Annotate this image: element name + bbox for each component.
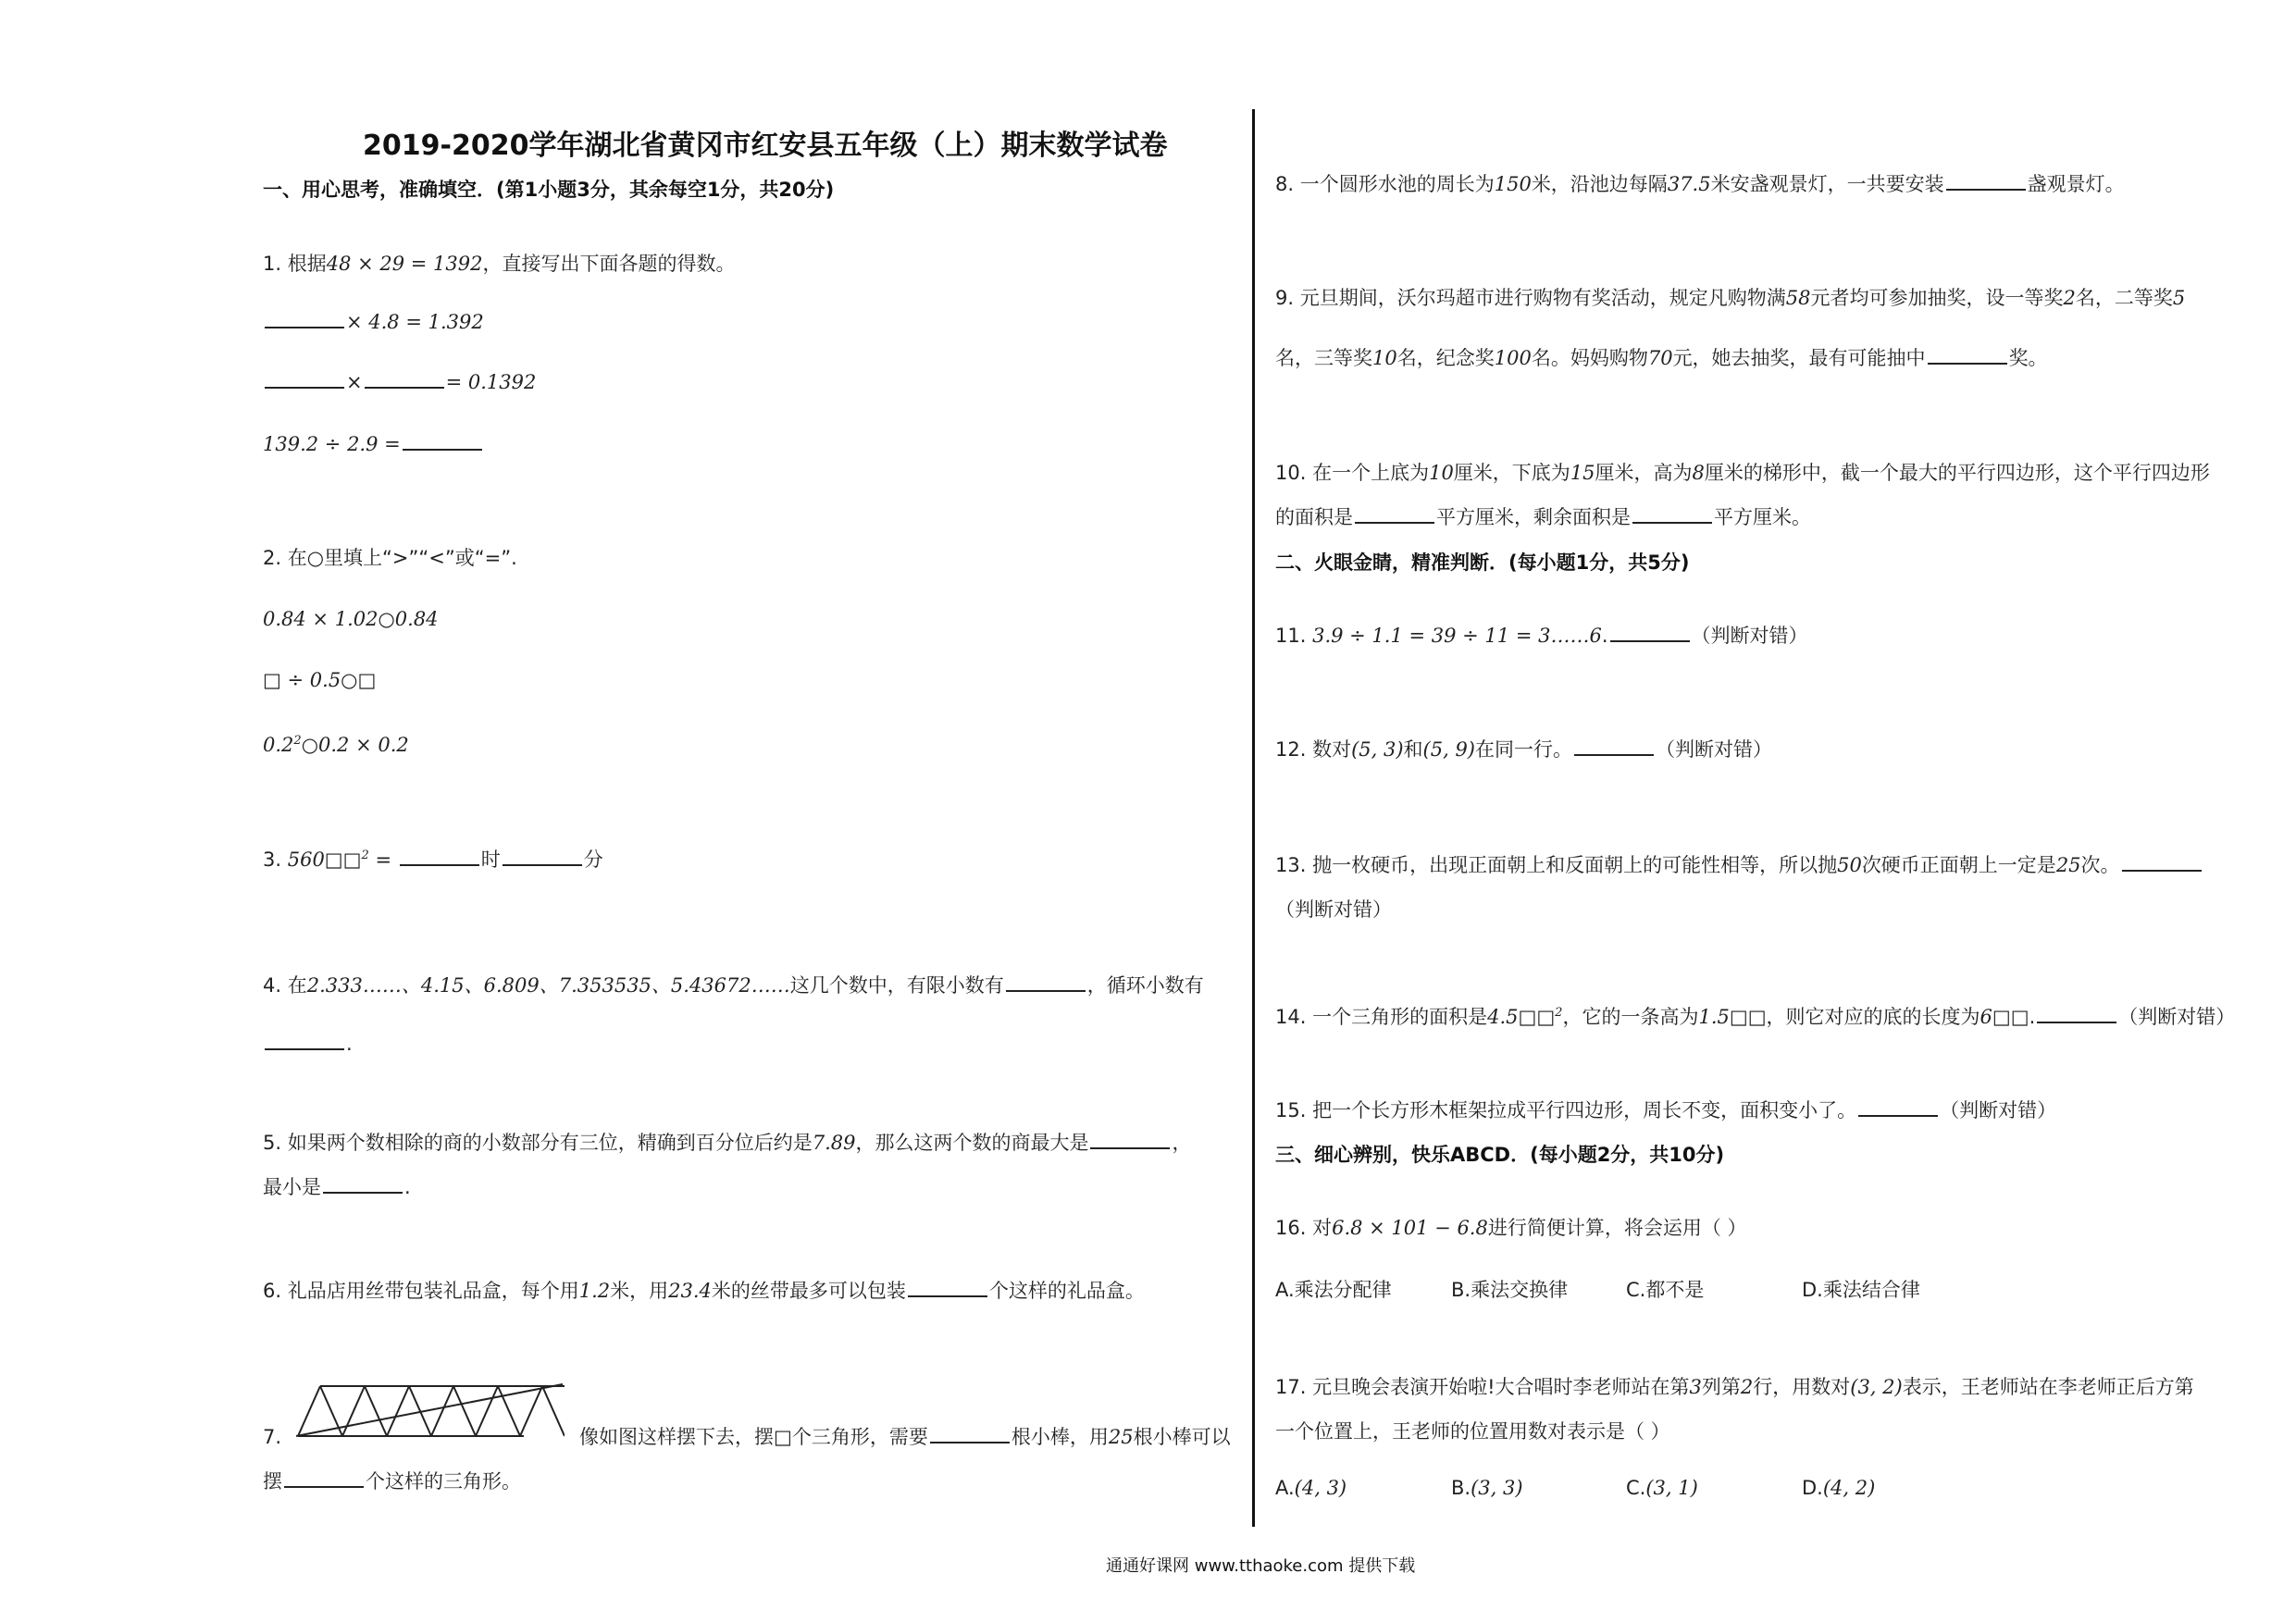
answer-blank[interactable] <box>1090 1131 1170 1149</box>
q1-stem: 1. 根据48 × 29 = 1392，直接写出下面各题的得数。 <box>263 253 736 275</box>
answer-blank[interactable] <box>323 1175 403 1194</box>
q13-line2: （判断对错） <box>1275 898 1392 921</box>
answer-blank[interactable] <box>284 1469 364 1488</box>
q9-line2: 名，三等奖10名，纪念奖100名。妈妈购物70元，她去抽奖，最有可能抽中 奖。 <box>1275 347 2048 369</box>
q9-line1: 9. 元旦期间，沃尔玛超市进行购物有奖活动，规定凡购物满58元者均可参加抽奖，设一等奖2名，二等奖5 <box>1275 287 2186 309</box>
q16-stem: 16. 对6.8 × 101 − 6.8进行简便计算，将会运用（ ） <box>1275 1217 1747 1239</box>
q6: 6. 礼品店用丝带包装礼品盒，每个用1.2米，用23.4米的丝带最多可以包装 个这样的礼品盒。 <box>263 1280 1145 1302</box>
answer-blank[interactable] <box>1006 973 1086 992</box>
answer-blank[interactable] <box>265 370 344 389</box>
q2-line3: $0.2^2○0.2 \times 0.2$ <box>263 734 409 756</box>
answer-blank[interactable] <box>503 848 582 866</box>
q2-line1: 0.84 × 1.02○0.84 <box>263 608 439 630</box>
q10-line2: 的面积是 平方厘米，剩余面积是 平方厘米。 <box>1275 506 1811 528</box>
answer-blank[interactable] <box>365 370 444 389</box>
q14: 14. 一个三角形的面积是4.5□□$^2$，它的一条高为1.5□□，则它对应的底的长度为6□□. （判断对错） <box>1275 1006 2236 1028</box>
answer-blank[interactable] <box>2037 1005 2116 1023</box>
q3: 3. 560□□$^2$ = 时 分 <box>263 849 603 871</box>
q17-line1: 17. 元旦晚会表演开始啦!大合唱时李老师站在第3列第2行，用数对(3, 2)表示，王老师站在李老师正后方第 <box>1275 1376 2194 1398</box>
answer-blank[interactable] <box>1610 624 1690 642</box>
q4-line2: . <box>263 1030 353 1058</box>
answer-blank[interactable] <box>908 1279 987 1297</box>
q12: 12. 数对(5, 3)和(5, 9)在同一行。 （判断对错） <box>1275 738 1773 761</box>
section2-header: 二、火眼金睛，精准判断．(每小题1分，共5分) <box>1275 551 1690 574</box>
q1-line1: × 4.8 = 1.392 <box>263 308 484 336</box>
q2-line2: □ ÷ 0.5○□ <box>263 669 377 691</box>
q16-option-a[interactable]: A.乘法分配律 <box>1275 1279 1392 1301</box>
q13-line1: 13. 抛一枚硬币，出现正面朝上和反面朝上的可能性相等，所以抛50次硬币正面朝上一定是25次。 <box>1275 851 2203 879</box>
q16-option-d[interactable]: D.乘法结合律 <box>1802 1279 1920 1301</box>
column-divider <box>1252 109 1255 1527</box>
q7-line2: 摆 个这样的三角形。 <box>263 1470 521 1493</box>
answer-blank[interactable] <box>1632 505 1712 524</box>
q8: 8. 一个圆形水池的周长为150米，沿池边每隔37.5米安盏观景灯，一共要安装 盏观景灯。 <box>1275 173 2125 195</box>
q16-option-b[interactable]: B.乘法交换律 <box>1451 1279 1569 1301</box>
section1-header: 一、用心思考，准确填空．(第1小题3分，其余每空1分，共20分) <box>263 179 835 201</box>
q17-option-d[interactable]: D.(4, 2) <box>1802 1477 1876 1499</box>
answer-blank[interactable] <box>1946 172 2026 191</box>
paper-title: 2019-2020学年湖北省黄冈市红安县五年级（上）期末数学试卷 <box>363 130 1168 162</box>
q17-option-c[interactable]: C.(3, 1) <box>1626 1477 1698 1499</box>
footer-credit: 通通好课网 www.tthaoke.com 提供下载 <box>1106 1556 1416 1576</box>
section3-header: 三、细心辨别，快乐ABCD．(每小题2分，共10分) <box>1275 1144 1725 1166</box>
answer-blank[interactable] <box>265 1032 344 1050</box>
q5-line1: 5. 如果两个数相除的商的小数部分有三位，精确到百分位后约是7.89，那么这两个数的商最大是 ， <box>263 1132 1192 1154</box>
answer-blank[interactable] <box>403 432 482 451</box>
q10-line1: 10. 在一个上底为10厘米，下底为15厘米，高为8厘米的梯形中，截一个最大的平行四边形，这个平行四边形 <box>1275 462 2210 484</box>
q11: 11. 3.9 ÷ 1.1 = 39 ÷ 11 = 3……6. （判断对错） <box>1275 625 1808 647</box>
q1-line3: 139.2 ÷ 2.9 = <box>263 430 484 458</box>
answer-blank[interactable] <box>1574 737 1654 756</box>
q16-option-c[interactable]: C.都不是 <box>1626 1279 1705 1301</box>
q4-line1: 4. 在2.333……、4.15、6.809、7.353535、5.43672……这几个数中，有限小数有 ，循环小数有 <box>263 974 1204 997</box>
q17-option-a[interactable]: A.(4, 3) <box>1275 1477 1347 1499</box>
q2-stem: 2. 在○里填上“>”“<”或“=”. <box>263 547 517 569</box>
answer-blank[interactable] <box>2122 853 2202 872</box>
q7-line1: 7. 像如图这样摆下去，摆□个三角形，需要 根小棒，用25根小棒可以 <box>263 1426 1231 1448</box>
answer-blank[interactable] <box>1355 505 1434 524</box>
answer-blank[interactable] <box>265 310 344 328</box>
answer-blank[interactable] <box>1858 1098 1938 1117</box>
q17-option-b[interactable]: B.(3, 3) <box>1451 1477 1523 1499</box>
answer-blank[interactable] <box>1928 346 2007 365</box>
q17-line2: 一个位置上，王老师的位置用数对表示是（ ） <box>1275 1420 1670 1443</box>
answer-blank[interactable] <box>400 848 479 866</box>
answer-blank[interactable] <box>930 1425 1010 1443</box>
q5-line2: 最小是 . <box>263 1176 411 1198</box>
q1-line2: × = 0.1392 <box>263 368 536 396</box>
q15: 15. 把一个长方形木框架拉成平行四边形，周长不变，面积变小了。 （判断对错） <box>1275 1099 2057 1121</box>
